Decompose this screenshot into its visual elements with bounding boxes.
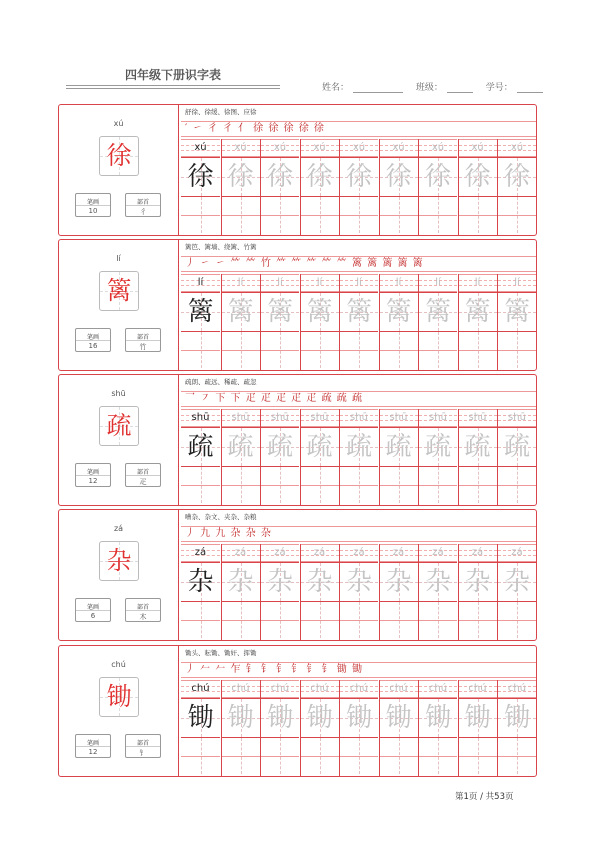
blank-writing-cell[interactable] [301,467,339,503]
character-info-panel [59,510,179,640]
pinyin-sample: xú [194,142,207,153]
blank-writing-cell[interactable] [181,467,220,503]
blank-writing-cell[interactable] [498,467,536,503]
pinyin-trace: lí [356,277,362,288]
character-pinyin: xú [113,119,124,128]
practice-grid [181,274,537,370]
stroke-count-value: 16 [88,342,98,350]
character-trace: 杂 [345,567,372,597]
practice-cell[interactable] [379,409,418,505]
character-pinyin: lí [116,254,121,263]
blank-writing-cell[interactable] [222,467,260,503]
practice-cell[interactable] [339,409,378,505]
practice-cell[interactable] [181,139,220,235]
practice-cell[interactable] [260,139,299,235]
blank-writing-cell[interactable] [380,197,418,233]
practice-grid [181,409,537,505]
pinyin-trace: chú [428,683,448,694]
stroke-count-value: 6 [90,612,96,620]
stroke-count-box [75,734,111,758]
character-info-panel [59,646,179,776]
character-trace: 疏 [464,432,491,462]
pinyin-trace: chú [231,683,250,694]
character-trace: 徐 [306,162,333,192]
blank-writing-cell[interactable] [340,197,378,233]
practice-cell[interactable] [300,680,339,776]
practice-cell[interactable] [221,274,260,370]
blank-writing-cell[interactable] [459,602,497,638]
pinyin-trace: shū [468,412,487,423]
stroke-count-value: 12 [88,748,98,756]
blank-writing-cell[interactable] [498,738,536,774]
practice-cell[interactable] [260,409,299,505]
pinyin-sample: zá [194,547,207,558]
stroke-order-row [181,256,537,272]
character-trace: 杂 [464,567,491,597]
pinyin-trace: lí [474,277,481,288]
pinyin-trace: zá [234,547,247,558]
character-trace: 疏 [345,432,372,462]
pinyin-trace: lí [435,277,441,288]
character-display-box [99,406,139,446]
character-display-box [99,271,139,311]
blank-writing-cell[interactable] [380,602,418,638]
stroke-count-box [75,463,111,487]
pinyin-trace: shū [508,412,526,423]
practice-grid [181,139,537,235]
name-label: 姓名： [322,83,350,93]
stroke-count-label: 笔画 [86,334,99,341]
blank-writing-cell[interactable] [340,738,378,774]
class-blank[interactable] [447,83,473,93]
character-display-box [99,677,139,717]
pinyin-trace: shū [231,412,250,423]
practice-cell[interactable] [300,139,339,235]
pinyin-trace: lí [316,277,323,288]
blank-writing-cell[interactable] [181,602,220,638]
character-trace: 锄 [464,703,491,733]
blank-writing-cell[interactable] [380,467,418,503]
character-large: 篱 [106,276,132,305]
practice-cell[interactable] [497,680,536,776]
pinyin-trace: xú [431,142,445,153]
blank-writing-cell[interactable] [498,602,536,638]
character-trace: 锄 [266,703,293,733]
pinyin-trace: shū [429,412,447,423]
pinyin-trace: zá [471,547,484,558]
character-trace: 杂 [385,567,412,597]
character-trace: 篱 [306,297,333,327]
blank-writing-cell[interactable] [222,197,260,233]
character-trace: 篱 [385,297,412,327]
pinyin-trace: chú [468,683,487,694]
blank-writing-cell[interactable] [419,332,457,368]
character-trace: 篱 [464,297,491,327]
practice-cell[interactable] [458,139,497,235]
pinyin-trace: chú [349,683,369,694]
character-trace: 锄 [503,703,530,733]
stroke-order-row [181,526,537,542]
blank-writing-cell[interactable] [301,332,339,368]
blank-writing-cell[interactable] [222,602,260,638]
character-card [58,645,537,777]
pinyin-trace: xú [352,142,366,153]
practice-cell[interactable] [260,274,299,370]
character-trace: 锄 [306,703,333,733]
practice-cell[interactable] [339,680,378,776]
class-label: 班级： [415,83,443,93]
pinyin-trace: lí [237,277,244,288]
stroke-order-row [181,391,537,407]
practice-cell[interactable] [418,544,457,640]
blank-writing-cell[interactable] [419,602,457,638]
character-trace: 疏 [424,432,451,462]
student-info [322,80,553,93]
character-trace: 徐 [503,162,530,192]
pinyin-trace: zá [313,547,326,558]
stroke-count-label: 笔画 [86,740,99,747]
blank-writing-cell[interactable] [261,332,299,368]
blank-writing-cell[interactable] [459,332,497,368]
character-trace: 篱 [503,297,530,327]
character-trace: 疏 [385,432,412,462]
blank-writing-cell[interactable] [340,467,378,503]
practice-cell[interactable] [181,544,220,640]
stroke-order: 丿 九 九 杂 杂 杂 [185,528,272,539]
page-counter: 第1页 / 共53页 [455,792,514,802]
pinyin-trace: shū [310,412,329,423]
practice-cell[interactable] [458,274,497,370]
character-trace: 徐 [345,162,372,192]
practice-cell[interactable] [339,274,378,370]
character-trace: 徐 [385,162,412,192]
character-large: 徐 [106,141,132,170]
character-info-panel [59,240,179,370]
character-card [58,104,537,236]
practice-cell[interactable] [300,544,339,640]
pinyin-trace: shū [389,412,408,423]
pinyin-trace: xú [273,142,287,153]
radical-value: 彳 [139,208,147,216]
character-sample: 篱 [187,297,214,327]
stroke-count-label: 笔画 [86,199,99,206]
character-trace: 锄 [385,703,412,733]
practice-cell[interactable] [497,274,536,370]
blank-writing-cell[interactable] [181,197,220,233]
stroke-count-box [75,193,111,217]
blank-writing-cell[interactable] [498,197,536,233]
pinyin-trace: xú [471,142,484,153]
character-trace: 杂 [503,567,530,597]
character-card [58,239,537,371]
practice-cell[interactable] [418,139,457,235]
pinyin-trace: xú [392,142,405,153]
character-trace: 徐 [227,162,254,192]
blank-writing-cell[interactable] [380,332,418,368]
stroke-count-box [75,328,111,352]
practice-cell[interactable] [497,139,536,235]
character-trace: 锄 [345,703,372,733]
character-trace: 徐 [424,162,451,192]
practice-cell[interactable] [181,680,220,776]
pinyin-trace: shū [350,412,368,423]
example-words: 锄头、耘锄、锄奸、挥锄 [185,649,257,657]
stroke-order-row [181,662,537,678]
student-id-label: 学号： [485,83,513,93]
character-trace: 杂 [266,567,293,597]
blank-writing-cell[interactable] [340,332,378,368]
character-card [58,374,537,506]
radical-value: 竹 [139,343,147,351]
character-card [58,509,537,641]
character-trace: 锄 [227,703,254,733]
example-words: 舒徐、徐缓、徐图、应徐 [185,108,257,116]
pinyin-sample: lí [197,277,204,288]
practice-cell[interactable] [458,680,497,776]
example-words: 嘈杂、杂文、夹杂、杂粮 [185,513,257,521]
pinyin-trace: lí [277,277,283,288]
pinyin-trace: xú [234,142,247,153]
stroke-count-value: 10 [88,207,98,215]
practice-cell[interactable] [181,409,220,505]
stroke-order: 乛 ㇇ 下 下 疋 疋 疋 疋 疋 疏 疏 疏 [185,393,363,404]
character-pinyin: zá [113,524,124,533]
blank-writing-cell[interactable] [340,602,378,638]
character-pinyin: chú [111,660,126,669]
practice-cell[interactable] [458,409,497,505]
pinyin-trace: zá [353,547,365,558]
pinyin-trace: shū [271,412,289,423]
radical-box [125,463,161,487]
stroke-order: 丿 𠂉 𠂉 乍 钅 钅 钅 钅 钅 钅 锄 锄 [185,664,363,675]
character-sample: 疏 [187,432,214,462]
character-trace: 篱 [227,297,254,327]
pinyin-trace: zá [392,547,405,558]
example-words: 疏朗、疏远、稀疏、疏忽 [185,378,257,386]
pinyin-trace: zá [432,547,444,558]
character-trace: 徐 [266,162,293,192]
practice-cell[interactable] [497,544,536,640]
character-display-box [99,136,139,176]
blank-writing-cell[interactable] [261,197,299,233]
page-title: 四年级下册识字表 [124,68,221,82]
practice-cell[interactable] [260,544,299,640]
character-sample: 徐 [187,162,214,192]
character-sample: 锄 [187,703,214,733]
blank-writing-cell[interactable] [419,467,457,503]
practice-cell[interactable] [300,274,339,370]
character-trace: 徐 [464,162,491,192]
character-trace: 杂 [306,567,333,597]
practice-cell[interactable] [418,680,457,776]
practice-cell[interactable] [181,274,220,370]
blank-writing-cell[interactable] [419,197,457,233]
blank-writing-cell[interactable] [301,738,339,774]
blank-writing-cell[interactable] [380,738,418,774]
character-trace: 疏 [503,432,530,462]
stroke-count-value: 12 [88,477,98,485]
radical-label: 部首 [136,604,149,611]
pinyin-trace: chú [270,683,290,694]
blank-writing-cell[interactable] [181,332,220,368]
pinyin-trace: chú [310,683,329,694]
student-id-blank[interactable] [517,83,543,93]
stroke-count-label: 笔画 [86,469,99,476]
radical-label: 部首 [136,334,149,341]
blank-writing-cell[interactable] [181,738,220,774]
character-info-panel [59,105,179,235]
title-underline [66,85,280,86]
blank-writing-cell[interactable] [459,197,497,233]
practice-cell[interactable] [379,274,418,370]
radical-label: 部首 [136,199,149,206]
radical-label: 部首 [136,740,149,747]
character-trace: 疏 [306,432,333,462]
character-trace: 杂 [424,567,451,597]
character-display-box [99,541,139,581]
pinyin-sample: chú [191,683,210,694]
practice-cell[interactable] [418,409,457,505]
practice-cell[interactable] [221,544,260,640]
character-large: 锄 [106,682,132,711]
stroke-count-box [75,598,111,622]
pinyin-trace: chú [507,683,527,694]
blank-writing-cell[interactable] [261,738,299,774]
blank-writing-cell[interactable] [498,332,536,368]
pinyin-trace: lí [514,277,520,288]
practice-cell[interactable] [221,680,260,776]
pinyin-trace: zá [511,547,523,558]
radical-box [125,328,161,352]
blank-writing-cell[interactable] [419,738,457,774]
pinyin-trace: zá [274,547,286,558]
blank-writing-cell[interactable] [222,738,260,774]
blank-writing-cell[interactable] [261,602,299,638]
blank-writing-cell[interactable] [222,332,260,368]
character-trace: 篱 [345,297,372,327]
pinyin-trace: xú [510,142,524,153]
practice-cell[interactable] [458,544,497,640]
character-pinyin: shū [111,389,126,398]
title-underline [66,88,280,89]
pinyin-sample: shū [191,412,210,423]
practice-cell[interactable] [300,409,339,505]
practice-cell[interactable] [339,544,378,640]
practice-cell[interactable] [497,409,536,505]
pinyin-trace: chú [389,683,408,694]
character-trace: 杂 [227,567,254,597]
character-trace: 锄 [424,703,451,733]
name-blank[interactable] [353,83,403,93]
radical-value: 钅 [139,749,147,757]
character-sample: 杂 [187,567,214,597]
practice-cell[interactable] [221,409,260,505]
character-trace: 篱 [424,297,451,327]
character-trace: 篱 [266,297,293,327]
pinyin-trace: lí [395,277,402,288]
stroke-count-label: 笔画 [86,604,99,611]
practice-cell[interactable] [260,680,299,776]
practice-cell[interactable] [418,274,457,370]
character-trace: 疏 [227,432,254,462]
blank-writing-cell[interactable] [261,467,299,503]
radical-box [125,734,161,758]
blank-writing-cell[interactable] [459,467,497,503]
example-words: 篱笆、篱墙、绕篱、竹篱 [185,243,257,251]
stroke-order: 丿 ㇀ ㇀ ⺮ ⺮ 竹 ⺮ ⺮ ⺮ ⺮ ⺮ 篱 篱 篱 篱 篱 [185,258,424,269]
character-info-panel [59,375,179,505]
practice-cell[interactable] [379,680,418,776]
practice-cell[interactable] [379,544,418,640]
practice-grid [181,544,537,640]
character-large: 杂 [106,546,132,575]
blank-writing-cell[interactable] [301,197,339,233]
radical-value: 木 [139,613,147,621]
stroke-order-row [181,121,537,137]
stroke-order: ′ ㇀ 彳 彳 ⺅ 徐 徐 徐 徐 徐 [185,123,325,134]
practice-cell[interactable] [339,139,378,235]
blank-writing-cell[interactable] [301,602,339,638]
practice-cell[interactable] [221,139,260,235]
radical-box [125,598,161,622]
pinyin-trace: xú [313,142,326,153]
practice-grid [181,680,537,776]
character-trace: 疏 [266,432,293,462]
character-large: 疏 [106,411,132,440]
blank-writing-cell[interactable] [459,738,497,774]
radical-label: 部首 [136,469,149,476]
radical-value: 疋 [139,478,147,486]
practice-cell[interactable] [379,139,418,235]
radical-box [125,193,161,217]
